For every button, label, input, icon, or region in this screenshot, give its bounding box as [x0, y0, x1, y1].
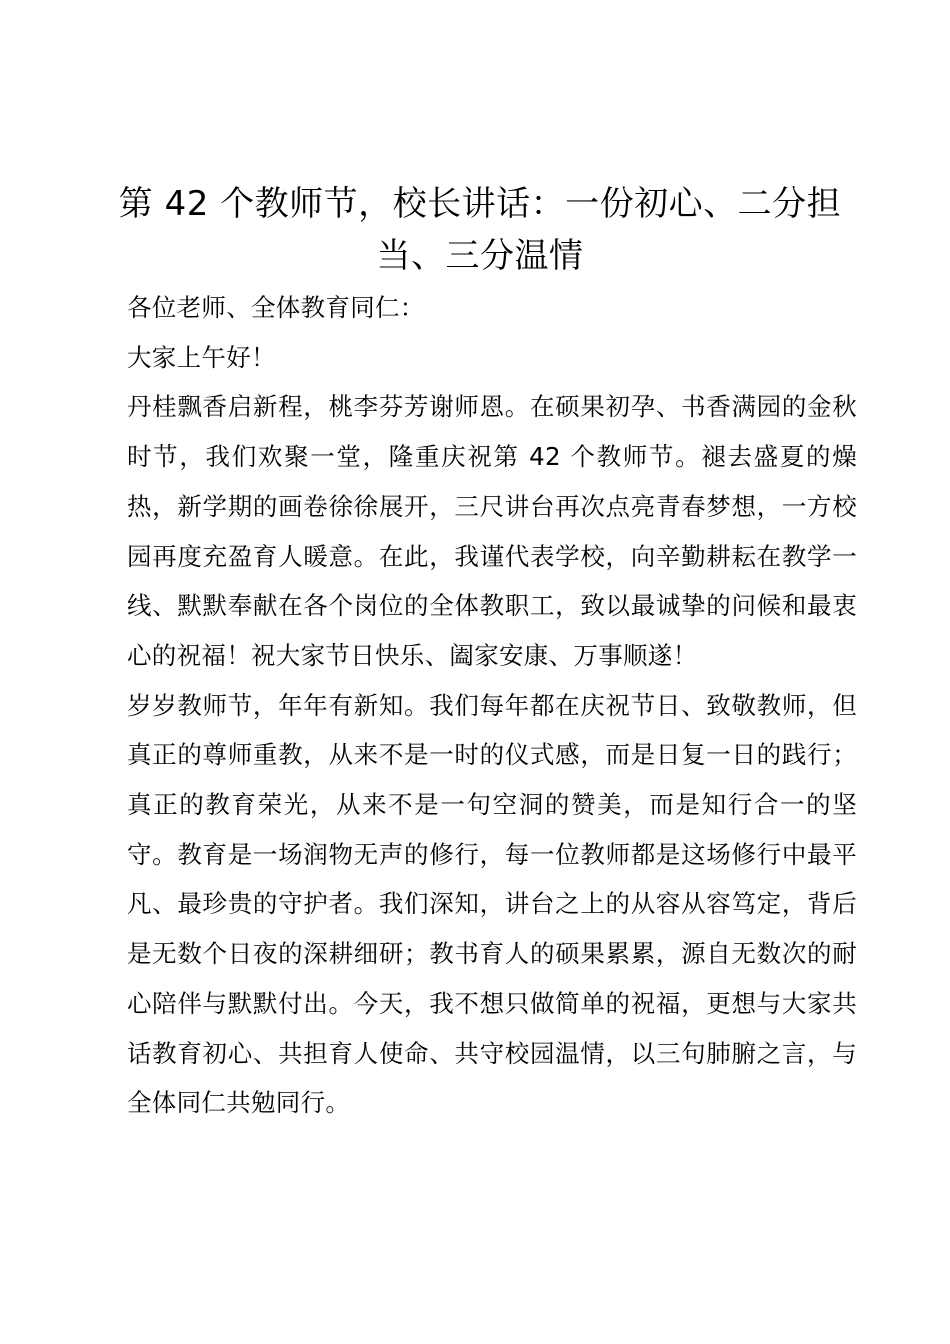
document-title: 第 42 个教师节，校长讲话：一份初心、二分担当、三分温情 — [118, 184, 842, 276]
paragraph-reflection: 岁岁教师节，年年有新知。我们每年都在庆祝节日、致敬教师，但真正的尊师重教，从来不是一时的仪式感，而是日复一日的践行；真正的教育荣光，从来不是一句空洞的赞美，而是知行合一的坚守。教育是一场润物无声的修行，每一位教师都是这场修行中最平凡、最珍贵的守护者。我们深知，讲台之上的从容从容笃定，背后是无数个日夜的深耕细研；教书育人的硕果累累，源自无数次的耐心陪伴与默默付出。今天，我不想只做简单的祝福，更想与大家共话教育初心、共担育人使命、共守校园温情，以三句肺腑之言，与全体同仁共勉同行。 — [127, 690, 857, 1118]
document-body — [127, 283, 857, 1128]
salutation: 各位老师、全体教育同仁： — [127, 293, 425, 322]
greeting: 大家上午好！ — [127, 342, 276, 372]
paragraph-opening: 丹桂飘香启新程，桃李芬芳谢师恩。在硕果初孕、书香满园的金秋时节，我们欢聚一堂，隆重庆祝第 42 个教师节。褪去盛夏的燥热，新学期的画卷徐徐展开，三尺讲台再次点亮青春梦想，一方校园再度充盈育人暖意。在此，我谨代表学校，向辛勤耕耘在教学一线、默默奉献在各个岗位的全体教职工，致以最诚挚的问候和最衷心的祝福！祝大家节日快乐、阖家安康、万事顺遂！ — [127, 392, 857, 670]
